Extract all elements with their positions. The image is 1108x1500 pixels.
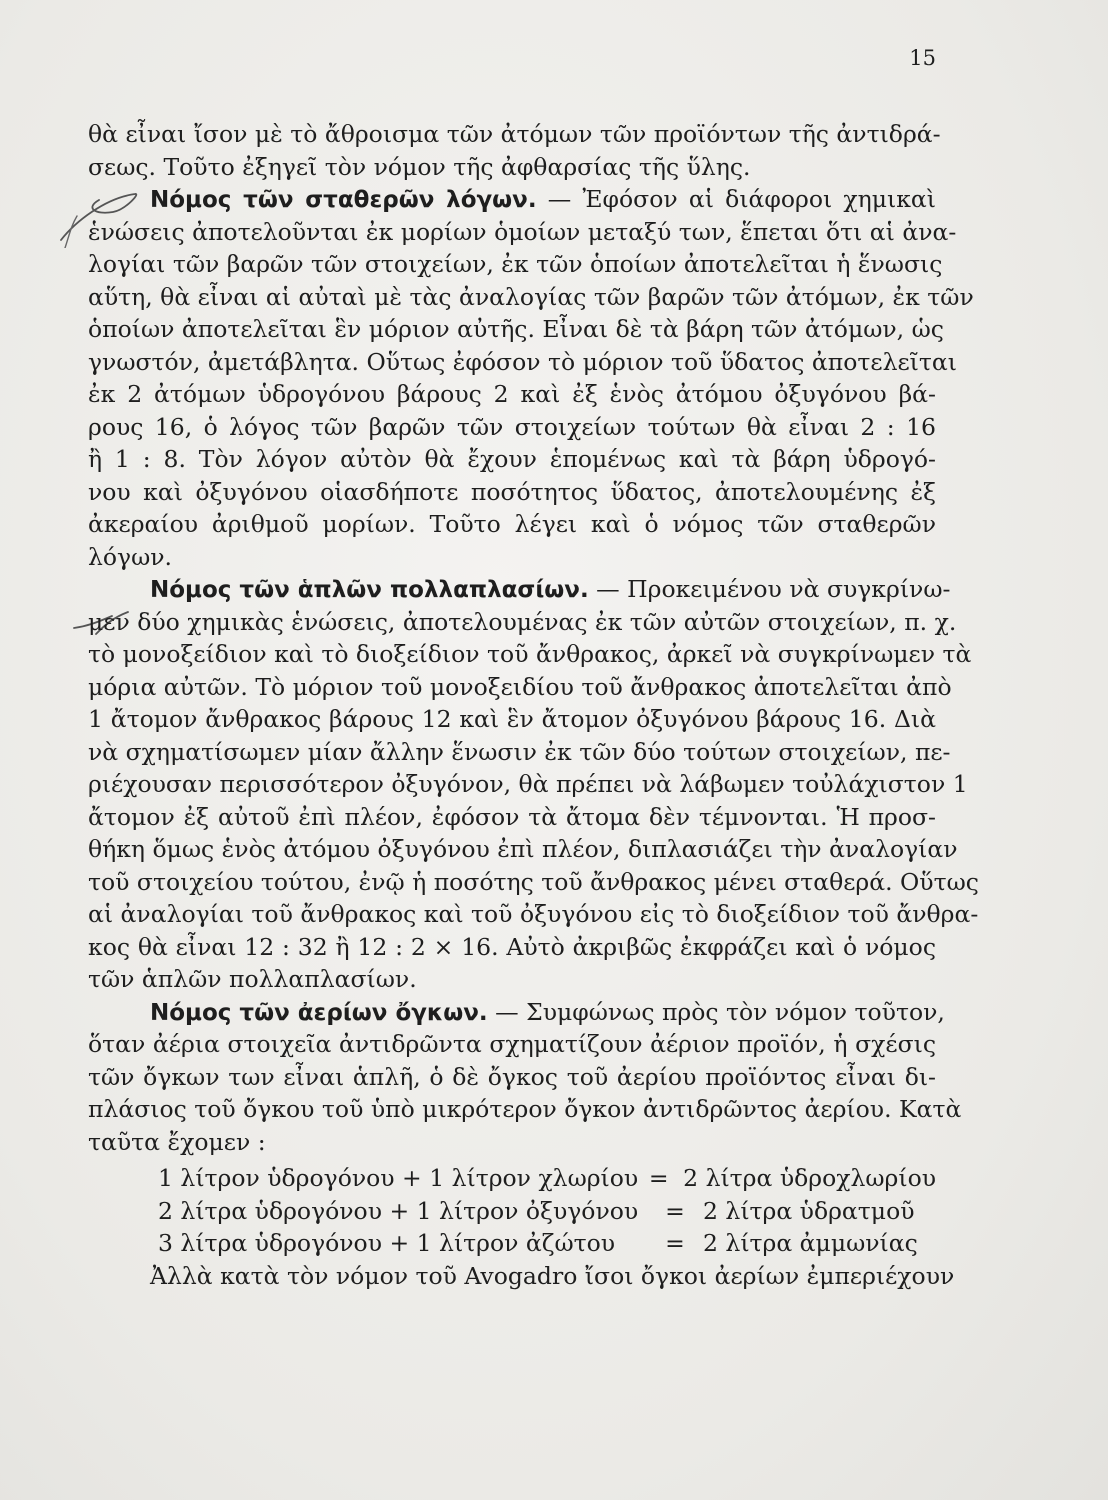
text-line: τὸ μονοξείδιον καὶ τὸ διοξείδιον τοῦ ἄνθρακος, ἀρκεῖ νὰ συγκρίνωμεν τὰ — [88, 640, 972, 668]
text-line: ταῦτα ἔχομεν : — [88, 1127, 266, 1156]
page-number: 15 — [909, 46, 936, 70]
section-first-line — [88, 183, 936, 216]
text-line: τῶν ἁπλῶν πολλαπλασίων. — [88, 965, 417, 993]
section-first-line — [88, 996, 945, 1029]
body-text — [88, 118, 979, 1292]
equation-right: 2 λίτρα ὑδροχλωρίου — [683, 1164, 936, 1192]
text-line: ἑνώσεις ἀποτελοῦνται ἐκ μορίων ὁμοίων μεταξύ των, ἕπεται ὅτι αἱ ἀνα- — [88, 217, 957, 246]
text-line: πλάσιος τοῦ ὄγκου τοῦ ὑπὸ μικρότερον ὄγκον ἀντιδρῶντος ἀερίου. Κατὰ — [88, 1095, 962, 1123]
text-line: ρους 16, ὁ λόγος τῶν βαρῶν τῶν στοιχείων τούτων θὰ εἶναι 2 : 16 — [88, 412, 936, 441]
text-line: ἄτομον ἐξ αὐτοῦ ἐπὶ πλέον, ἐφόσον τὰ ἄτομα δὲν τέμνονται. Ἡ προσ- — [88, 802, 936, 831]
text-line: μεν δύο χημικὰς ἑνώσεις, ἀποτελουμένας ἐκ τῶν αὐτῶν στοιχείων, π. χ. — [88, 607, 957, 636]
text-span: — Ἐφόσον αἱ διάφοροι χημικαὶ — [536, 185, 936, 213]
text-line: ριέχουσαν περισσότερον ὀξυγόνον, θὰ πρέπει νὰ λάβωμεν τοὐλάχιστον 1 — [88, 770, 968, 798]
text-line: λόγων. — [88, 542, 173, 571]
equation-right: 2 λίτρα ἀμμωνίας — [703, 1229, 918, 1257]
section-heading: Νόμος τῶν ἁπλῶν πολλαπλασίων. — [150, 577, 589, 603]
text-line: ἐκ 2 ἀτόμων ὑδρογόνου βάρους 2 καὶ ἐξ ἑνὸς ἀτόμου ὀξυγόνου βά- — [88, 380, 936, 408]
section-heading: Νόμος τῶν ἀερίων ὄγκων. — [150, 999, 488, 1026]
text-line: κος θὰ εἶναι 12 : 32 ἢ 12 : 2 × 16. Αὐτὸ ἀκριβῶς ἐκφράζει καὶ ὁ νόμος — [88, 932, 936, 961]
section-first-line — [88, 573, 951, 606]
text-line: σεως. Τοῦτο ἐξηγεῖ τὸν νόμον τῆς ἀφθαρσίας τῆς ὕλης. — [88, 152, 751, 181]
text-line: νου καὶ ὀξυγόνου οἱασδήποτε ποσότητος ὕδατος, ἀποτελουμένης ἐξ — [88, 477, 936, 506]
text-line: γνωστόν, ἀμετάβλητα. Οὕτως ἐφόσον τὸ μόριον τοῦ ὕδατος ἀποτελεῖται — [88, 347, 957, 376]
text-line: τοῦ στοιχείου τούτου, ἐνῷ ἡ ποσότης τοῦ ἄνθρακος μένει σταθερά. Οὕτως — [88, 867, 979, 896]
text-line: θήκη ὅμως ἑνὸς ἀτόμου ὀξυγόνου ἐπὶ πλέον, διπλασιάζει τὴν ἀναλογίαν — [88, 835, 958, 863]
equals-sign: = — [648, 1164, 669, 1192]
equation-left: 1 λίτρον ὑδρογόνου + 1 λίτρον χλωρίου — [158, 1164, 639, 1192]
equation-row — [88, 1162, 936, 1195]
text-line: ὅταν ἀέρια στοιχεῖα ἀντιδρῶντα σχηματίζουν ἀέριον προϊόν, ἡ σχέσις — [88, 1030, 936, 1058]
text-line: αἱ ἀναλογίαι τοῦ ἄνθρακος καὶ τοῦ ὀξυγόνου εἰς τὸ διοξείδιον τοῦ ἄνθρα- — [88, 900, 979, 928]
text-line: ὁποίων ἀποτελεῖται ἓν μόριον αὐτῆς. Εἶναι δὲ τὰ βάρη τῶν ἀτόμων, ὡς — [88, 315, 944, 343]
text-line: ἢ 1 : 8. Τὸν λόγον αὐτὸν θὰ ἔχουν ἑπομένως καὶ τὰ βάρη ὑδρογό- — [88, 445, 936, 473]
text-line: λογίαι τῶν βαρῶν τῶν στοιχείων, ἐκ τῶν ὁποίων ἀποτελεῖται ἡ ἕνωσις — [88, 250, 943, 278]
text-line: νὰ σχηματίσωμεν μίαν ἄλλην ἕνωσιν ἐκ τῶν δύο τούτων στοιχείων, πε- — [88, 737, 951, 766]
equation-right: 2 λίτρα ὑδρατμοῦ — [703, 1196, 915, 1225]
text-line: 1 ἄτομον ἄνθρακος βάρους 12 καὶ ἓν ἄτομον ὀξυγόνου βάρους 16. Διὰ — [88, 705, 936, 733]
text-line: θὰ εἶναι ἴσον μὲ τὸ ἄθροισμα τῶν ἀτόμων τῶν προϊόντων τῆς ἀντιδρά- — [88, 120, 941, 148]
text-line: μόρια αὐτῶν. Τὸ μόριον τοῦ μονοξειδίου τοῦ ἄνθρακος ἀποτελεῖται ἀπὸ — [88, 672, 952, 701]
text-line: ἀκεραίου ἀριθμοῦ μορίων. Τοῦτο λέγει καὶ ὁ νόμος τῶν σταθερῶν — [88, 510, 936, 538]
text-span: — Συμφώνως πρὸς τὸν νόμον τοῦτον, — [487, 997, 945, 1026]
text-line: τῶν ὄγκων των εἶναι ἁπλῆ, ὁ δὲ ὄγκος τοῦ ἀερίου προϊόντος εἶναι δι- — [88, 1062, 936, 1091]
equals-sign: = — [665, 1229, 685, 1257]
text-line: αὕτη, θὰ εἶναι αἱ αὐταὶ μὲ τὰς ἀναλογίας τῶν βαρῶν τῶν ἀτόμων, ἐκ τῶν — [88, 282, 974, 311]
equation-left: 2 λίτρα ὑδρογόνου + 1 λίτρον ὀξυγόνου — [158, 1196, 639, 1225]
equation-list — [88, 1162, 936, 1260]
equation-row — [88, 1227, 936, 1260]
equals-sign: = — [665, 1196, 685, 1225]
text-span: — Προκειμένου νὰ συγκρίνω- — [588, 575, 951, 603]
section-heading: Νόμος τῶν σταθερῶν λόγων. — [150, 187, 537, 213]
text-line: Ἀλλὰ κατὰ τὸν νόμον τοῦ Avogadro ἴσοι ὄγκοι ἀερίων ἐμπεριέχουν — [150, 1261, 955, 1290]
equation-row — [88, 1195, 936, 1228]
equation-left: 3 λίτρα ὑδρογόνου + 1 λίτρον ἀζώτου — [158, 1229, 616, 1257]
